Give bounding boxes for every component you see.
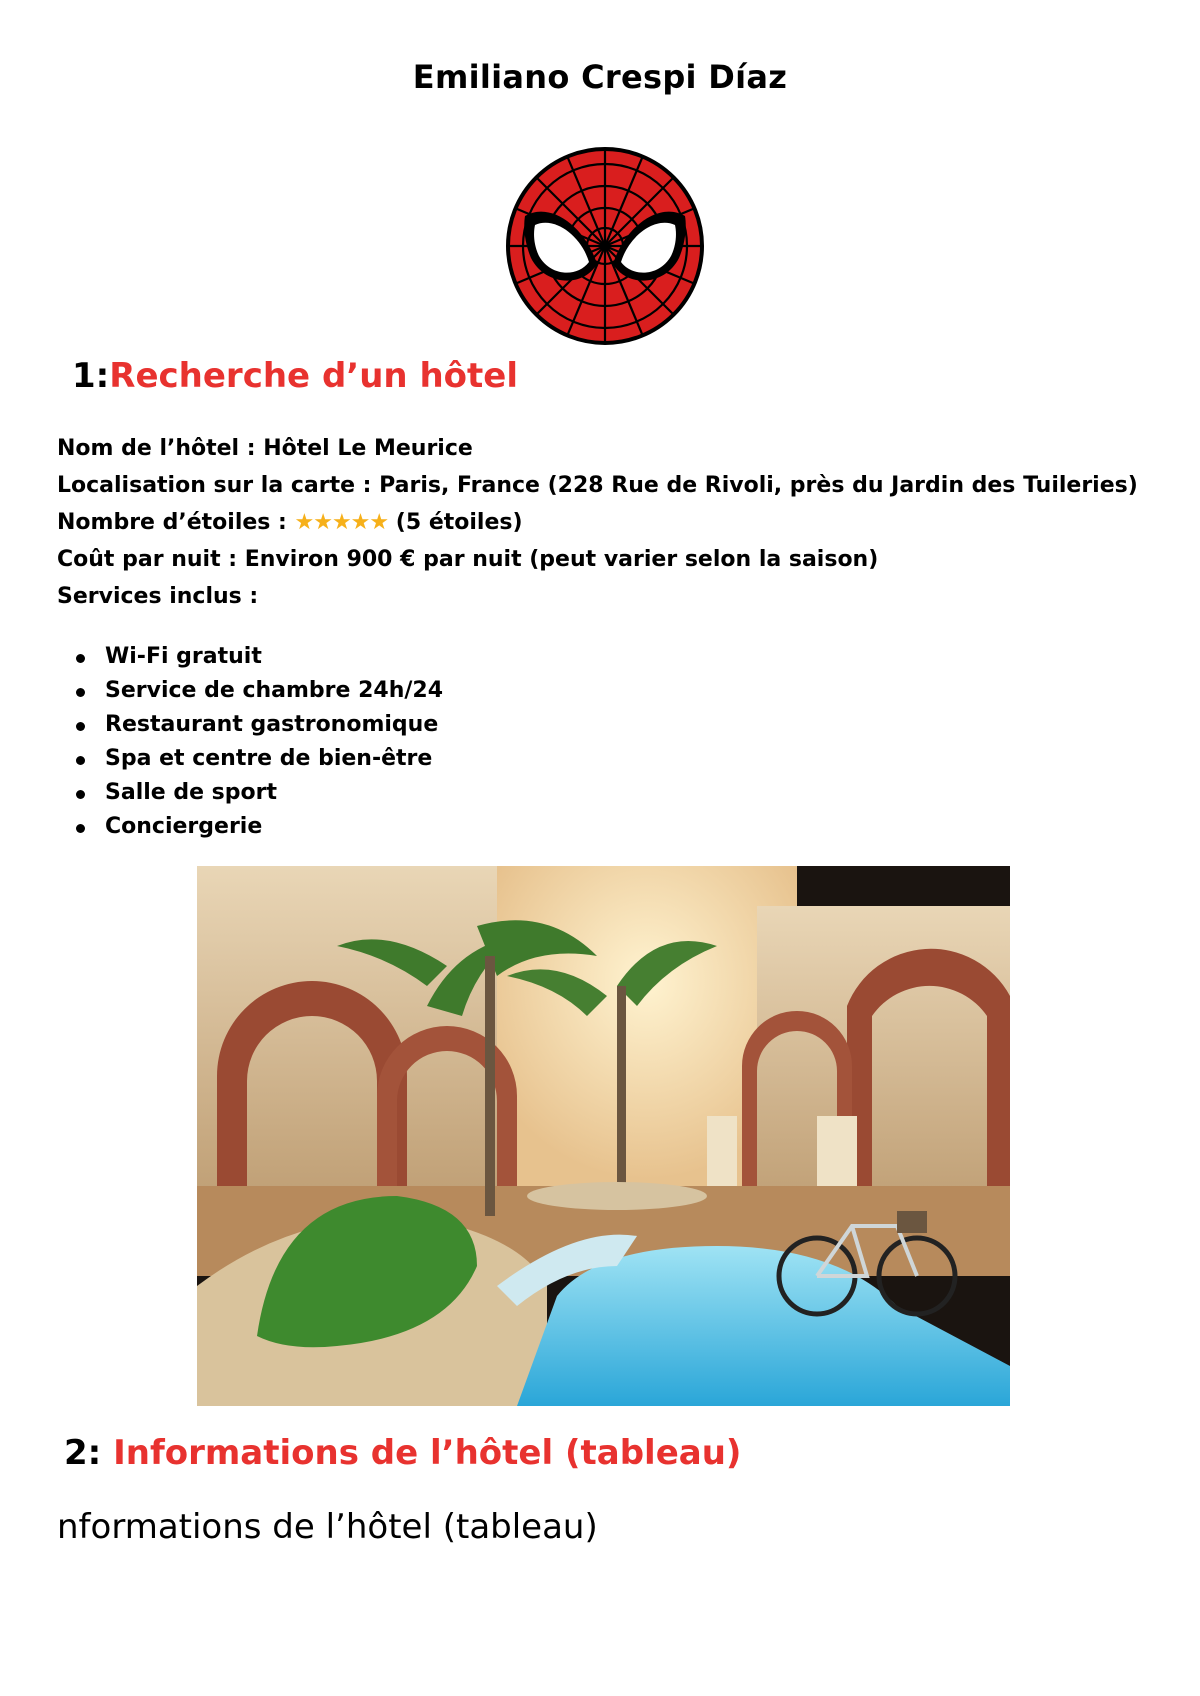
service-label: Conciergerie xyxy=(105,814,263,839)
info-label: Coût par nuit : xyxy=(57,547,238,572)
section2-body: nformations de l’hôtel (tableau) xyxy=(57,1507,598,1547)
info-value: Environ 900 € par nuit (peut varier selon la saison) xyxy=(237,547,879,572)
star-rating-icon: ★★★★★ xyxy=(294,510,389,535)
location-row xyxy=(57,467,1138,504)
list-item xyxy=(72,776,443,810)
price-row xyxy=(57,541,1138,578)
section1-title: Recherche d’un hôtel xyxy=(109,356,518,396)
document-title: Emiliano Crespi Díaz xyxy=(412,58,788,96)
bullet-icon xyxy=(76,722,85,731)
service-label: Service de chambre 24h/24 xyxy=(105,678,444,703)
service-label: Spa et centre de bien-être xyxy=(105,746,433,771)
info-value: Paris, France (228 Rue de Rivoli, près du Jardin des Tuileries) xyxy=(371,473,1138,498)
hotel-name-row xyxy=(57,430,1138,467)
services-list xyxy=(72,640,443,844)
info-label: Services inclus : xyxy=(57,584,259,609)
bullet-icon xyxy=(76,824,85,833)
service-label: Salle de sport xyxy=(105,780,278,805)
bullet-icon xyxy=(76,756,85,765)
services-row xyxy=(57,578,1138,615)
info-value: (5 étoiles) xyxy=(388,510,523,535)
info-label: Nombre d’étoiles : xyxy=(57,510,287,535)
bullet-icon xyxy=(76,688,85,697)
list-item xyxy=(72,742,443,776)
service-label: Wi-Fi gratuit xyxy=(105,644,262,669)
section2-number: 2: xyxy=(64,1433,102,1473)
list-item xyxy=(72,640,443,674)
stars-row xyxy=(57,504,1138,541)
info-label: Nom de l’hôtel : xyxy=(57,436,256,461)
info-label: Localisation sur la carte : xyxy=(57,473,372,498)
section1-heading xyxy=(72,356,518,396)
info-value: Hôtel Le Meurice xyxy=(255,436,473,461)
hotel-courtyard-pool-photo xyxy=(197,866,1010,1406)
list-item xyxy=(72,674,443,708)
section2-heading xyxy=(64,1433,741,1473)
bullet-icon xyxy=(76,654,85,663)
bullet-icon xyxy=(76,790,85,799)
hotel-info xyxy=(57,430,1138,615)
section2-title: Informations de l’hôtel (tableau) xyxy=(101,1433,742,1473)
section1-number: 1: xyxy=(72,356,110,396)
spiderman-mask-icon xyxy=(505,146,705,346)
list-item xyxy=(72,810,443,844)
list-item xyxy=(72,708,443,742)
service-label: Restaurant gastronomique xyxy=(105,712,439,737)
